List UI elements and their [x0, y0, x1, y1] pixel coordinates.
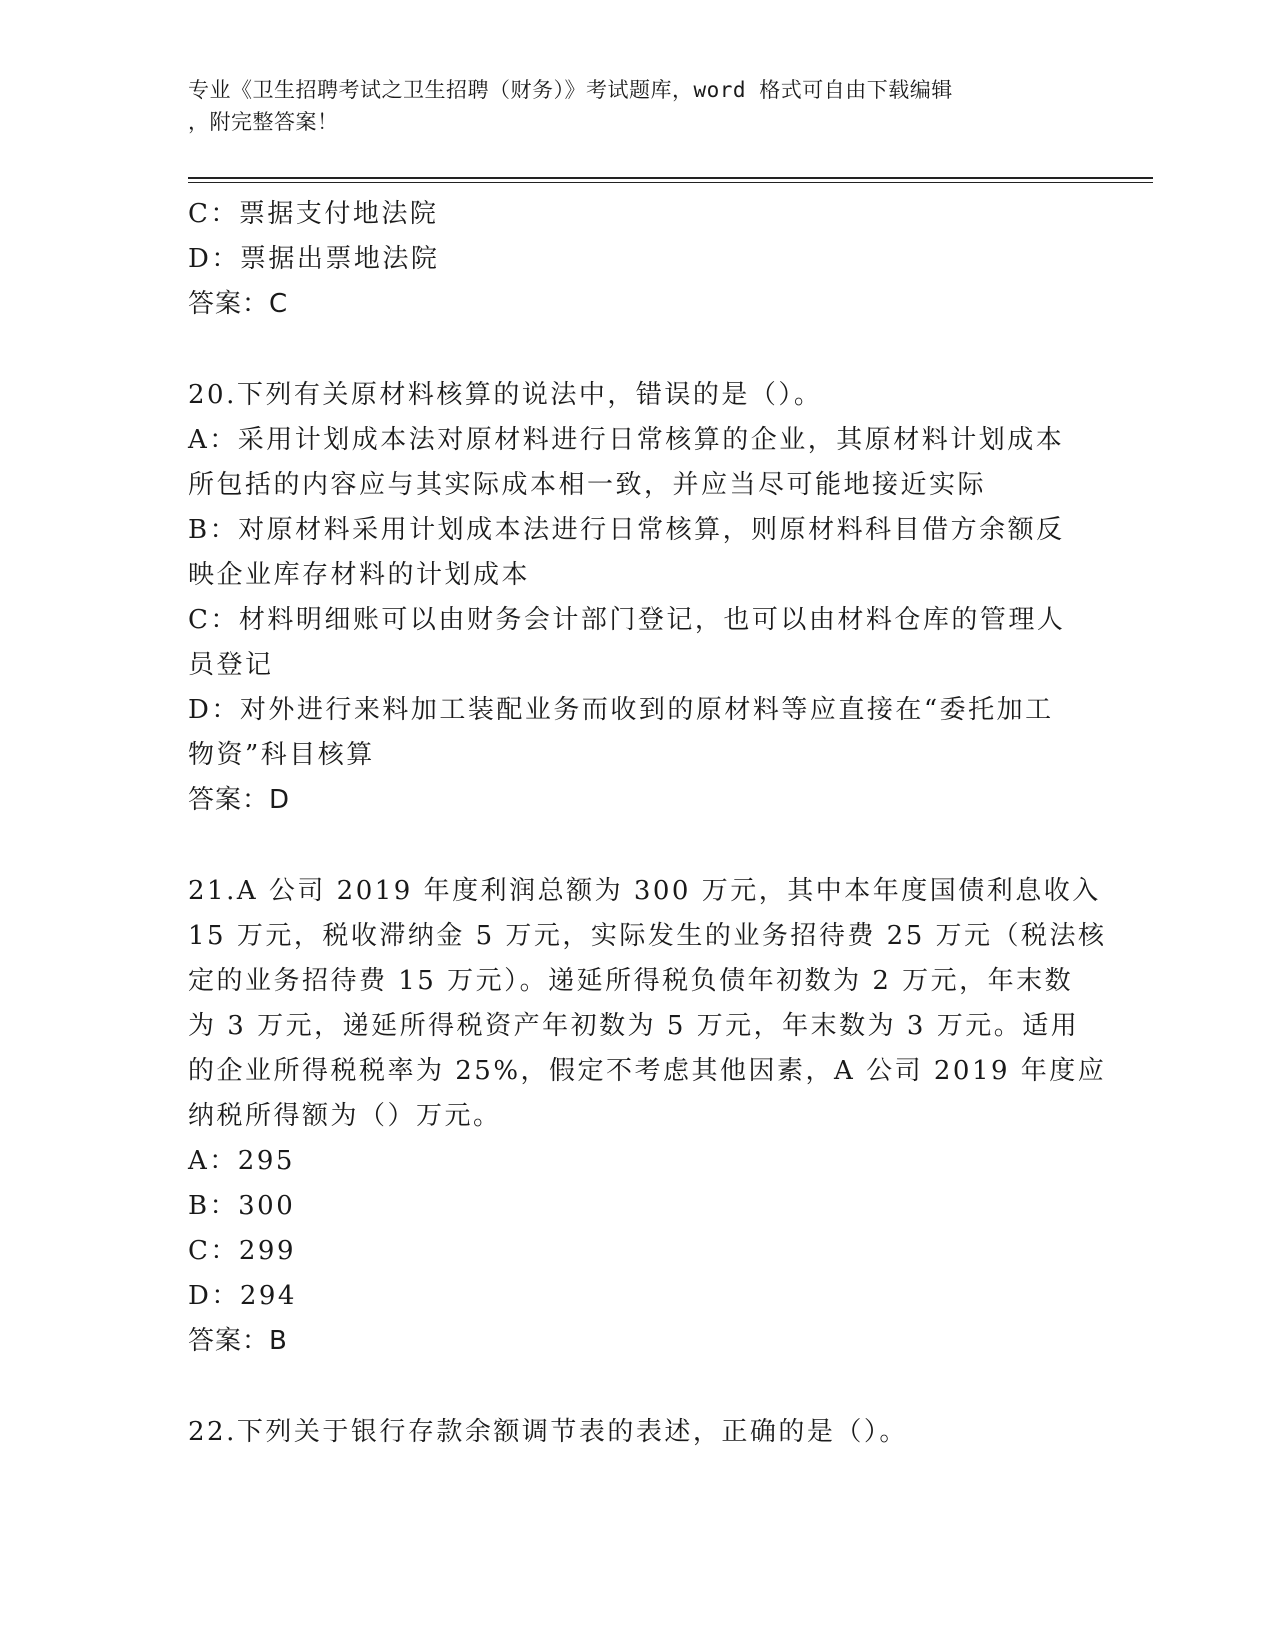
header-title-line-1: 专业《卫生招聘考试之卫生招聘（财务）》考试题库，word 格式可自由下载编辑 [188, 78, 953, 102]
question-19-tail [188, 192, 1088, 327]
question-stem-line-2: 15 万元，税收滞纳金 5 万元，实际发生的业务招待费 25 万元（税法核 [188, 921, 1107, 951]
option-d: D：票据出票地法院 [188, 244, 440, 274]
question-stem-line-3: 定的业务招待费 15 万元）。递延所得税负债年初数为 2 万元，年末数 [188, 966, 1074, 996]
question-gap [188, 1364, 1088, 1410]
question-stem: 22.下列关于银行存款余额调节表的表述，正确的是（）。 [188, 1417, 908, 1447]
question-stem-line-5: 的企业所得税税率为 25%，假定不考虑其他因素，A 公司 2019 年度应 [188, 1056, 1107, 1086]
option-a: A：295 [188, 1146, 295, 1176]
answer-line: 答案：D [188, 785, 291, 815]
answer-line: 答案：B [188, 1326, 288, 1356]
option-d: D：294 [188, 1281, 297, 1311]
option-b-line-2: 映企业库存材料的计划成本 [188, 560, 531, 590]
question-gap [188, 823, 1088, 869]
option-b: B：300 [188, 1191, 296, 1221]
header-divider-thin [188, 182, 1153, 183]
question-stem-line-1: 21.A 公司 2019 年度利润总额为 300 万元，其中本年度国债利息收入 [188, 876, 1101, 906]
question-stem-line-6: 纳税所得额为（）万元。 [188, 1101, 502, 1131]
option-a-line-2: 所包括的内容应与其实际成本相一致，并应当尽可能地接近实际 [188, 470, 987, 500]
option-c: C：299 [188, 1236, 297, 1266]
page-header [188, 74, 1068, 138]
question-content [188, 192, 1107, 1455]
question-21 [188, 869, 1107, 1364]
option-c-line-2: 员登记 [188, 650, 274, 680]
answer-line: 答案：C [188, 289, 289, 319]
option-b-line-1: B：对原材料采用计划成本法进行日常核算，则原材料科目借方余额反 [188, 515, 1065, 545]
option-a-line-1: A：采用计划成本法对原材料进行日常核算的企业，其原材料计划成本 [188, 425, 1065, 455]
header-divider-thick [188, 177, 1153, 179]
option-d-line-2: 物资”科目核算 [188, 740, 375, 770]
option-c: C：票据支付地法院 [188, 199, 439, 229]
question-gap [188, 327, 1088, 373]
question-22 [188, 1410, 1088, 1455]
question-20 [188, 373, 1088, 823]
header-title-line-2: ，附完整答案！ [188, 110, 339, 134]
option-d-line-1: D：对外进行来料加工装配业务而收到的原材料等应直接在“委托加工 [188, 695, 1054, 725]
option-c-line-1: C：材料明细账可以由财务会计部门登记，也可以由材料仓库的管理人 [188, 605, 1066, 635]
question-stem-line-4: 为 3 万元，递延所得税资产年初数为 5 万元，年末数为 3 万元。适用 [188, 1011, 1080, 1041]
question-stem: 20.下列有关原材料核算的说法中，错误的是（）。 [188, 380, 823, 410]
